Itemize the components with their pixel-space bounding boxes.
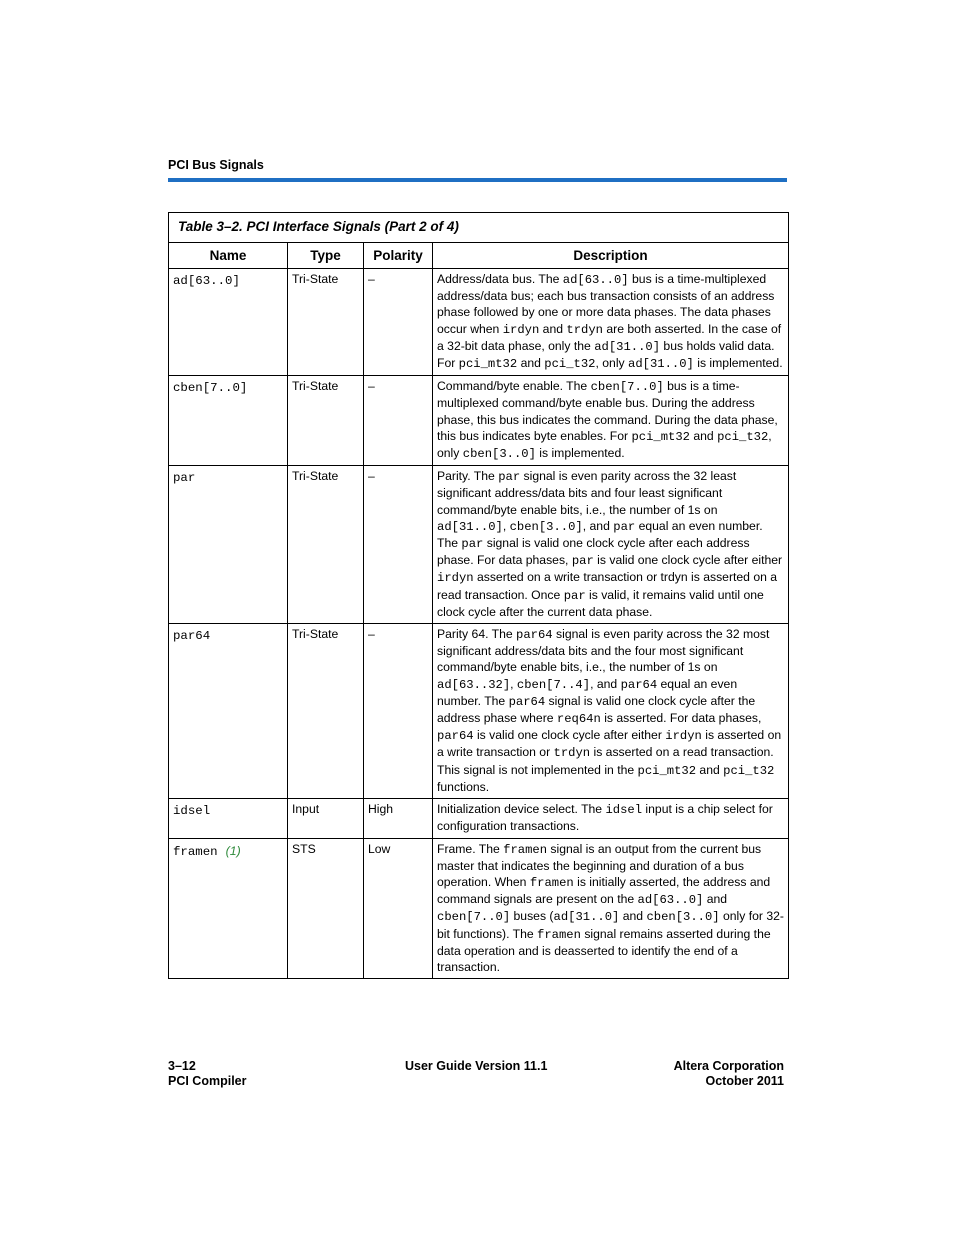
description-text: input is a chip select for configuration transactions.	[437, 802, 773, 834]
signal-name-cell	[169, 376, 288, 466]
description-text: , only	[595, 356, 629, 371]
code-term: par64	[516, 628, 553, 643]
description-text: is asserted on a read transaction. This signal is not implemented in the	[437, 745, 774, 777]
description-text: Command/byte enable. The	[437, 379, 591, 394]
page-number: 3–12	[168, 1059, 196, 1073]
code-term: pci_t32	[723, 763, 775, 778]
section-title: PCI Bus Signals	[168, 158, 264, 172]
signal-type: Tri-State	[288, 376, 364, 466]
code-term: irdyn	[502, 322, 540, 337]
description-text: Address/data bus. The	[437, 272, 563, 286]
description-text: signal is valid one clock cycle after the address phase where	[437, 693, 756, 726]
description-text: , and	[590, 676, 621, 691]
description-text: and	[539, 321, 567, 336]
code-term: req64n	[556, 712, 601, 727]
description-text: equal an even number. The	[437, 676, 738, 708]
signal-description	[433, 269, 789, 376]
code-term: ad[63..0]	[637, 893, 704, 908]
description-text: signal is even parity across the 32 most significant address/data bits and the four most significant command/byte enable bits, i.e., the number of 1s on	[437, 627, 770, 675]
description-text: buses (	[510, 909, 554, 924]
description-text: bus holds valid data. For	[437, 338, 775, 371]
signal-name: idsel	[173, 804, 211, 819]
code-term: ad[31..0]	[594, 339, 661, 354]
signal-description	[433, 799, 789, 838]
doc-name: PCI Compiler	[168, 1074, 247, 1088]
signal-type: Tri-State	[288, 624, 364, 799]
signal-description	[433, 838, 789, 979]
table-header-row	[169, 243, 789, 269]
description-text: is asserted on a write transaction or	[437, 728, 782, 760]
code-term: par	[498, 470, 521, 485]
signal-name-cell	[169, 624, 288, 799]
code-term: par	[571, 554, 594, 569]
description-text: is implemented.	[693, 356, 783, 371]
signal-name-cell	[169, 269, 288, 376]
header-rule	[168, 178, 787, 182]
description-text: and	[696, 762, 724, 777]
table-row	[169, 838, 789, 979]
code-term: ad[31..0]	[628, 357, 694, 372]
code-term: ad[31..0]	[437, 519, 503, 534]
signal-type: STS	[288, 838, 364, 979]
pci-signals-table	[168, 212, 789, 979]
description-text: bus is a time-multiplexed command/byte enable bus. During the address phase, this bus indicates the command. During the data phase, this bus indicates byte enables. For	[437, 379, 778, 443]
code-term: par	[461, 537, 484, 552]
signal-description	[433, 466, 789, 624]
code-term: trdyn	[566, 322, 603, 337]
description-text: and	[517, 356, 545, 371]
description-text: asserted on a write transaction or trdyn is asserted on a read transaction. Once	[437, 570, 778, 602]
description-text: is initially asserted, the address and command signals are present on the	[437, 874, 771, 907]
description-text: signal is valid one clock cycle after each address phase. For data phases,	[437, 536, 750, 568]
code-term: cben[3..0]	[646, 910, 720, 925]
signal-polarity: High	[364, 799, 433, 838]
description-text: Initialization device select. The	[437, 802, 606, 817]
description-text: only for 32-bit functions). The	[437, 909, 784, 941]
signal-polarity: Low	[364, 838, 433, 979]
company-name: Altera Corporation	[673, 1059, 784, 1073]
description-text: is valid, it remains valid until one clock cycle after the current data phase.	[437, 587, 764, 619]
code-term: cben[7..4]	[516, 677, 591, 692]
column-header-name: Name	[169, 243, 288, 269]
description-text: is implemented.	[535, 446, 625, 461]
signal-name-cell	[169, 838, 288, 979]
table-row	[169, 269, 789, 376]
column-header-description: Description	[433, 243, 789, 269]
footnote-reference: (1)	[225, 843, 241, 858]
description-text: ,	[502, 518, 510, 533]
code-term: par	[613, 519, 636, 534]
description-text: bus is a time-multiplexed address/data bus; each bus transaction consists of an address phase followed by one or more data phases. The data phases occur when	[437, 272, 775, 336]
signal-type: Tri-State	[288, 466, 364, 624]
description-text: is valid one clock cycle after either	[593, 553, 783, 568]
code-term: ad[63..0]	[562, 273, 629, 287]
signal-description	[433, 376, 789, 466]
code-term: pci_mt32	[458, 357, 518, 372]
footer-center	[405, 1059, 547, 1074]
footer-right	[674, 1059, 784, 1089]
code-term: pci_t32	[544, 357, 596, 372]
code-term: cben[7..0]	[590, 380, 664, 395]
description-text: is asserted. For data phases,	[600, 711, 762, 726]
signal-description	[433, 624, 789, 799]
code-term: cben[7..0]	[437, 910, 511, 925]
description-text: , and	[582, 518, 614, 533]
signal-polarity: –	[364, 376, 433, 466]
signal-name-cell	[169, 466, 288, 624]
description-text: are both asserted. In the case of a 32-bit data phase, only the	[437, 321, 782, 353]
code-term: par64	[508, 694, 546, 709]
code-term: par64	[437, 729, 474, 744]
signal-polarity: –	[364, 269, 433, 376]
signal-type: Input	[288, 799, 364, 838]
signal-polarity: –	[364, 466, 433, 624]
description-text: signal is even parity across the 32 least significant address/data bits and four least significant command/byte enable bits, i.e., the number of 1s on	[437, 469, 737, 517]
column-header-polarity: Polarity	[364, 243, 433, 269]
description-text: Parity. The	[437, 469, 499, 484]
table-caption: Table 3–2. PCI Interface Signals (Part 2 of 4)	[169, 213, 789, 243]
code-term: pci_t32	[717, 429, 769, 444]
code-term: ad[31..0]	[553, 910, 620, 925]
description-text: Frame. The	[437, 841, 504, 856]
description-text: Parity 64. The	[437, 627, 517, 642]
signal-type: Tri-State	[288, 269, 364, 376]
description-text: , only	[437, 428, 772, 461]
signal-name: par64	[173, 629, 211, 644]
table-row	[169, 799, 789, 838]
code-term: pci_mt32	[637, 763, 697, 778]
signal-polarity: –	[364, 624, 433, 799]
signal-name: cben[7..0]	[173, 381, 248, 396]
footer-left	[168, 1059, 247, 1089]
column-header-type: Type	[288, 243, 364, 269]
description-text: signal is an output from the current bus master that indicates the beginning and duration of a bus operation. When	[437, 841, 762, 889]
description-text: and	[703, 892, 728, 907]
description-text: equal an even number. The	[437, 518, 763, 551]
code-term: framen	[537, 927, 581, 942]
description-text: and	[619, 909, 647, 924]
signal-name: ad[63..0]	[173, 274, 240, 288]
code-term: irdyn	[437, 571, 474, 586]
publish-date: October 2011	[705, 1074, 784, 1088]
code-term: cben[3..0]	[462, 447, 536, 462]
signal-name: par	[173, 471, 196, 486]
table-row	[169, 624, 789, 799]
code-term: irdyn	[665, 729, 702, 744]
code-term: framen	[529, 875, 574, 890]
code-term: par	[563, 588, 586, 603]
code-term: trdyn	[553, 746, 591, 761]
code-term: par64	[620, 677, 658, 692]
doc-version: User Guide Version 11.1	[405, 1059, 548, 1073]
signal-name: framen	[173, 844, 218, 859]
description-text: signal remains asserted during the data operation and is deasserted to identify the end of a transaction.	[437, 926, 771, 974]
table-row	[169, 376, 789, 466]
code-term: framen	[503, 842, 548, 857]
code-term: idsel	[605, 803, 643, 818]
description-text: is valid one clock cycle after either	[473, 728, 666, 743]
code-term: cben[3..0]	[509, 519, 583, 534]
description-text: ,	[510, 676, 517, 691]
signal-name-cell	[169, 799, 288, 838]
code-term: pci_mt32	[631, 429, 690, 444]
description-text: functions.	[437, 779, 490, 794]
table-row	[169, 466, 789, 624]
code-term: ad[63..32]	[437, 677, 511, 692]
description-text: and	[689, 428, 718, 443]
